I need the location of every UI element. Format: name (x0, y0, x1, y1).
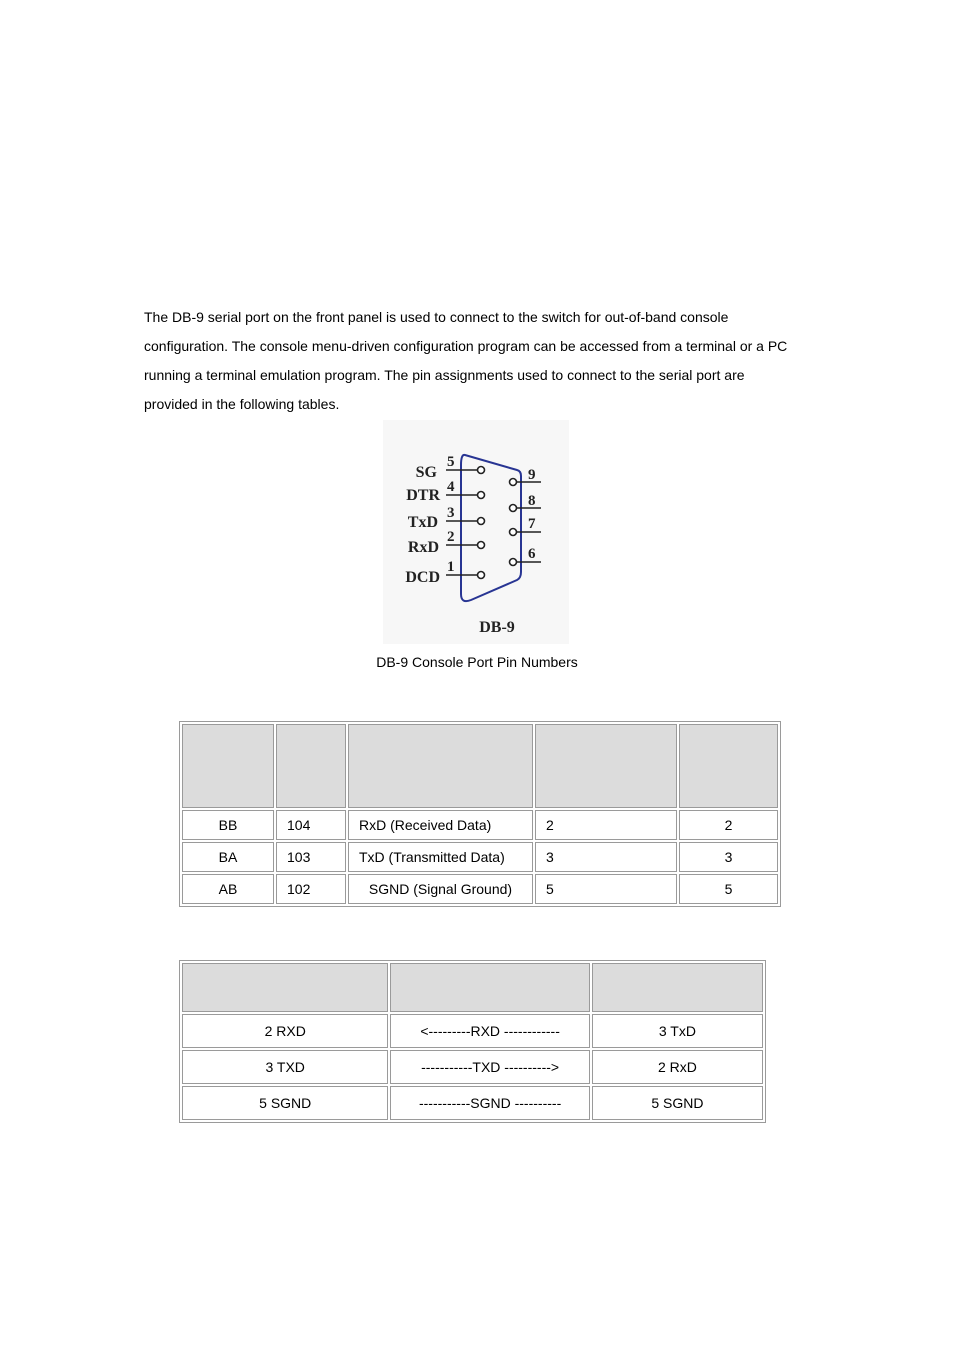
table-row (182, 842, 778, 872)
table-cell: -----------TXD ----------> (390, 1050, 589, 1084)
pin-number: 1 (447, 559, 455, 575)
label-dcd: DCD (405, 569, 440, 586)
intro-line: running a terminal emulation program. The pin assignments used to connect to the serial port are (144, 367, 745, 383)
table-cell: 103 (276, 842, 346, 872)
table-cell: 2 (535, 810, 677, 840)
table-cell: AB (182, 874, 274, 904)
table-row (182, 1050, 763, 1084)
table-cell: 3 TxD (592, 1014, 763, 1048)
intro-line: configuration. The console menu-driven configuration program can be accessed from a terminal or a PC (144, 338, 788, 354)
table-cell: 3 TXD (182, 1050, 388, 1084)
table-cell: 2 (679, 810, 778, 840)
table-cell: 5 (535, 874, 677, 904)
table-cell: BB (182, 810, 274, 840)
header-cell (390, 963, 589, 1012)
pin-number: 9 (528, 467, 536, 483)
table-cell: 3 (535, 842, 677, 872)
table-cell: RxD (Received Data) (348, 810, 533, 840)
table-cell: BA (182, 842, 274, 872)
table-cell: TxD (Transmitted Data) (348, 842, 533, 872)
header-cell (679, 724, 778, 808)
header-cell (592, 963, 763, 1012)
cable-connection-table (179, 960, 766, 1123)
header-cell (276, 724, 346, 808)
table-cell: -----------SGND ---------- (390, 1086, 589, 1120)
pin-assignment-table (179, 721, 781, 907)
intro-line: The DB-9 serial port on the front panel is used to connect to the switch for out-of-band console (144, 309, 729, 325)
pin-number: 5 (447, 454, 455, 470)
header-cell (182, 724, 274, 808)
pin-number: 4 (447, 479, 455, 495)
pin-number: 8 (528, 493, 536, 509)
table-cell: 5 (679, 874, 778, 904)
table-row (182, 1014, 763, 1048)
pin-number: 7 (528, 516, 536, 532)
header-cell (182, 963, 388, 1012)
intro-paragraph (144, 303, 824, 419)
table-row (182, 874, 778, 904)
table-cell: 2 RxD (592, 1050, 763, 1084)
table-cell: <---------RXD ------------ (390, 1014, 589, 1048)
intro-line: provided in the following tables. (144, 396, 340, 412)
table-cell: 5 SGND (592, 1086, 763, 1120)
pin-number: 6 (528, 546, 536, 562)
label-sg: SG (415, 464, 437, 481)
label-dtr: DTR (406, 487, 440, 504)
figure-caption: DB-9 Console Port Pin Numbers (376, 654, 578, 670)
table-cell: 102 (276, 874, 346, 904)
table-cell: SGND (Signal Ground) (348, 874, 533, 904)
table-cell: 5 SGND (182, 1086, 388, 1120)
table-header-row (182, 963, 763, 1012)
header-cell (535, 724, 677, 808)
table-row (182, 810, 778, 840)
db9-pinout-diagram (383, 420, 569, 644)
pin-number: 3 (447, 505, 455, 521)
table-cell: 2 RXD (182, 1014, 388, 1048)
table-cell: 3 (679, 842, 778, 872)
table-cell: 104 (276, 810, 346, 840)
header-cell (348, 724, 533, 808)
label-rxd: RxD (407, 539, 439, 556)
label-db9: DB-9 (479, 619, 515, 636)
label-txd: TxD (407, 514, 438, 531)
table-row (182, 1086, 763, 1120)
table-header-row (182, 724, 778, 808)
pin-number: 2 (447, 529, 455, 545)
